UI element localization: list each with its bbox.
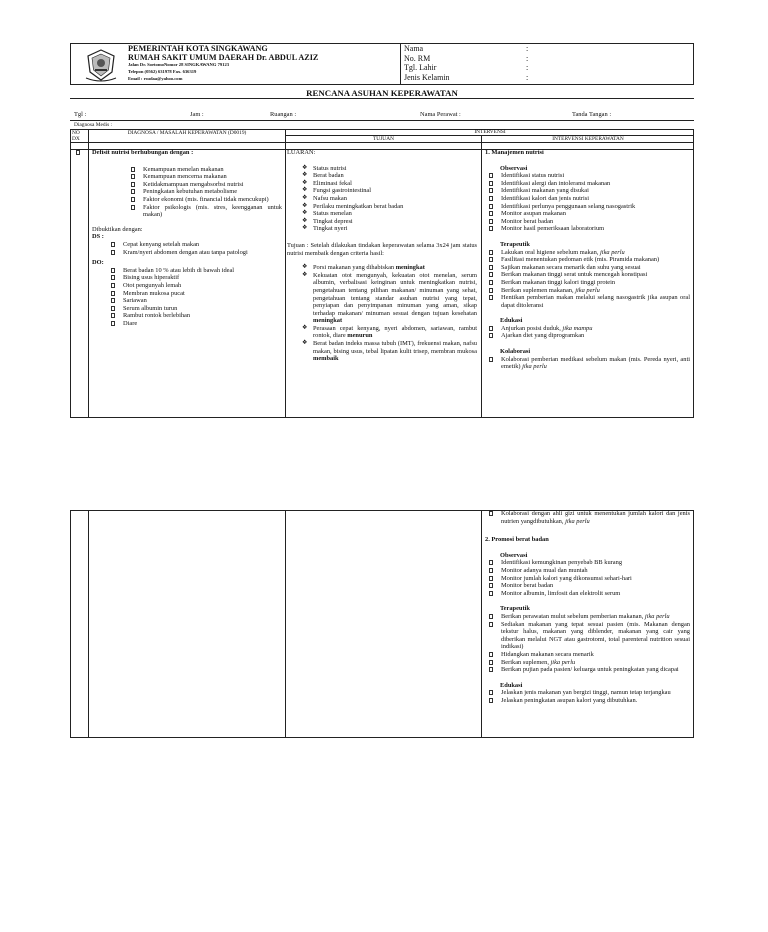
do-item[interactable]: Bising usus hiperaktif — [111, 274, 282, 282]
field-tgl-lahir[interactable]: Tgl. Lahir : — [404, 63, 529, 73]
luaran-label: LUARAN: — [287, 149, 316, 156]
do-item[interactable]: Otot pengunyah lemah — [111, 282, 282, 290]
hospital-name: RUMAH SAKIT UMUM DAERAH Dr. ABDUL AZIZ — [128, 53, 319, 62]
cause-item[interactable]: Faktor psikologis (mis. stres, keengganan untuk makan) — [131, 204, 282, 219]
diagnosa-medis[interactable]: Diagnosa Medis : — [74, 122, 113, 128]
cause-item[interactable]: Ketidakmampuan mengabsorbsi nutrisi — [131, 181, 282, 189]
cause-item[interactable]: Peningkatan kebutuhan metabolisme — [131, 188, 282, 196]
field-nama[interactable]: Nama : — [404, 44, 529, 53]
cause-item[interactable]: Faktor ekonomi (mis. financial tidak mencukupi) — [131, 196, 282, 204]
intervention-item[interactable]: Sediakan makanan yang tepat sesuai pasien (mis. Makanan dengan tekstur halus, makanan yang diblender, makanan yang cair yang diberikan melalui NGT atau gastrotomi, total parenteral nutrition sesuai indikasi) — [489, 621, 690, 651]
col-header-intervensi: INTERVENSI — [474, 129, 506, 135]
s2-edukasi-list — [485, 689, 690, 704]
criteria-item: ❖ Perasaan cepat kenyang, nyeri abdomen, sariawan, rambut rontok, diare menurun — [299, 325, 477, 340]
col-line-3 — [481, 135, 482, 418]
header-divider — [400, 43, 401, 85]
section-promosi-berat-badan: 2. Promosi berat badan — [485, 536, 549, 544]
col-header-intervensi-kep: INTERVENSI KEPERAWATAN — [552, 136, 624, 142]
intervention-item[interactable]: Monitor jumlah kalori yang dikonsumsi sehari-hari — [489, 575, 690, 583]
col-line-1-p2 — [88, 510, 89, 738]
intervention-item[interactable]: Jelaskan jenis makanan yan bergizi tinggi, namun tetap terjangkau — [489, 689, 690, 697]
meta-rule — [70, 120, 694, 121]
s1-observasi-label: Observasi — [500, 164, 528, 172]
page-title: RENCANA ASUHAN KEPERAWATAN — [306, 88, 458, 98]
intervention-item[interactable]: Sajikan makanan secara menarik dan suhu yang sesuai — [489, 264, 690, 272]
do-item[interactable]: Serum albumin turun — [111, 305, 282, 313]
cause-item[interactable]: Kemampuan mencerna makanan — [131, 173, 282, 181]
s2-edukasi-label: Edukasi — [500, 681, 523, 689]
intervention-item[interactable]: Hidangkan makanan secara menarik — [489, 651, 690, 659]
do-item[interactable]: Diare — [111, 320, 282, 328]
s1-kolaborasi-label: Kolaborasi — [500, 348, 531, 356]
s1-observasi-list — [485, 172, 690, 233]
evidence-label: Dibuktikan dengan: — [92, 225, 143, 233]
meta-jam[interactable]: Jam : — [190, 111, 204, 118]
intervention-item[interactable]: Identifikasi makanan yang disukai — [489, 187, 690, 195]
s1-terapeutik-label: Terapeutik — [500, 240, 530, 248]
diagnosa-title: Defisit nutrisi berhubungan dengan : — [92, 149, 194, 156]
luaran-item: ❖ Tingkat nyeri — [299, 225, 477, 233]
meta-perawat[interactable]: Nama Perawat : — [420, 111, 461, 118]
criteria-item: ❖ Berat badan indeks massa tubuh (IMT), frekuensi makan, nafsu makan, bising usus, tebal lipatan kulit trisep, membran mukosa membaik — [299, 340, 477, 363]
intervention-item[interactable]: Identifikasi kemungkinan penyebab BB kurang — [489, 559, 690, 567]
s1-kolaborasi-list — [485, 356, 690, 371]
criteria-item: ❖ Kekuatan otot mengunyah, kekuatan otot menelan, serum albumin, verbalisasi keinginan untuk meningkatkan nutrisi, pengetahuan tentang pilihan makanan/ minuman yang sehat, pengetahuan tentang standar asuhan nutrisi yang tepat, penyiapan dan penyimpanan minuman yang aman, sikap terhadap makanan/ minuman sesuai dengan tujuan kesehatan meningkat — [299, 272, 477, 325]
luaran-item: ❖ Fungsi gastrointestinal — [299, 187, 477, 195]
col-line-2 — [285, 129, 286, 418]
meta-ruangan[interactable]: Ruangan : — [270, 111, 297, 118]
meta-tgl[interactable]: Tgl : — [74, 111, 87, 118]
intervention-item[interactable]: Monitor adanya mual dan muntah — [489, 567, 690, 575]
intervention-item[interactable]: Berikan suplemen makanan, jika perlu — [489, 287, 690, 295]
intervention-item[interactable]: Berikan pujian pada pasien/ keluarga untuk peningkatan yang dicapai — [489, 666, 690, 674]
do-item[interactable]: Rambut rontok berlebihan — [111, 312, 282, 320]
intervention-item[interactable]: Identifikasi perlunya penggunaan selang nasogastrik — [489, 203, 690, 211]
ds-list — [90, 241, 282, 256]
luaran-item: ❖ Status nutrisi — [299, 165, 477, 173]
luaran-column — [287, 149, 477, 363]
cause-item[interactable]: Kemampuan menelan makanan — [131, 166, 282, 174]
ds-label: DS : — [92, 233, 104, 241]
diagnosa-causes — [90, 166, 282, 219]
field-no-rm[interactable]: No. RM : — [404, 53, 529, 63]
s1-edukasi-label: Edukasi — [500, 317, 523, 325]
intervention-item[interactable]: Identifikasi status nutrisi — [489, 172, 690, 180]
intervention-item[interactable]: Monitor hasil pemeriksaan laboratorium — [489, 225, 690, 233]
col-line-3-p2 — [481, 510, 482, 738]
luaran-item: ❖ Tingkat depresi — [299, 218, 477, 226]
section-manajemen-nutrisi: 1. Manajemen nutrisi — [485, 149, 544, 156]
field-jenis-kelamin[interactable]: Jenis Kelamin : — [404, 72, 529, 82]
patient-fields — [404, 44, 694, 82]
intervention-item[interactable]: Monitor berat badan — [489, 218, 690, 226]
luaran-item: ❖ Berat badan — [299, 172, 477, 180]
criteria-list — [287, 264, 477, 363]
intervensi-column — [485, 149, 690, 371]
tujuan-text: Tujuan : Setelah dilakukan tindakan keperawatan selama 3x24 jam status nutrisi membaik dengan criteria hasil: — [287, 241, 477, 257]
criteria-item: ❖ Porsi makanan yang dihabiskan meningkat — [299, 264, 477, 272]
col-line-2-p2 — [285, 510, 286, 738]
hospital-address: Jalan Dr. SoetomoNomor 28 SINGKAWANG 79123 — [128, 62, 230, 67]
meta-ttd[interactable]: Tanda Tangan : — [572, 111, 612, 118]
luaran-item: ❖ Nafsu makan — [299, 195, 477, 203]
s1-edukasi-list — [485, 325, 690, 340]
title-rule — [70, 98, 694, 99]
do-item[interactable]: Membran mukosa pucat — [111, 290, 282, 298]
intervention-item[interactable]: Monitor albumin, limfosit dan elektrolit serum — [489, 590, 690, 598]
intervention-item[interactable]: Berikan makanan tinggi serat untuk mencegah konstipasi — [489, 271, 690, 279]
s1-kolaborasi-list-continued — [485, 510, 690, 525]
col-line-1 — [88, 129, 89, 418]
intervention-item[interactable]: Berikan perawatan mulut sebelum pemberian makanan, jika perlu — [489, 613, 690, 621]
luaran-item: ❖ Eliminasi fekal — [299, 180, 477, 188]
do-item[interactable]: Sariawan — [111, 297, 282, 305]
intervention-item[interactable]: Berikan makanan tinggi kalori tinggi protein — [489, 279, 690, 287]
gov-name: PEMERINTAH KOTA SINGKAWANG — [128, 44, 268, 53]
intervention-item[interactable]: Berikan suplemen, jika perlu — [489, 659, 690, 667]
intervention-item[interactable]: Identifikasi kalori dan jenis nutrisi — [489, 195, 690, 203]
hospital-phone: Telepon (0562) 631978 Fax. 636319 — [128, 69, 197, 74]
s1-terapeutik-list — [485, 249, 690, 310]
do-item[interactable]: Berat badan 10 % atau lebih di bawah ideal — [111, 267, 282, 275]
intervention-item[interactable]: Hentikan pemberian makan melalui selang nasogastrik jika asupan oral dapat ditoleransi — [489, 294, 690, 309]
s2-observasi-label: Observasi — [500, 551, 528, 559]
row-checkbox[interactable] — [76, 150, 80, 155]
intervention-item[interactable]: Lakukan oral higiene sebelum makan, jika perlu — [489, 249, 690, 257]
intervention-item[interactable]: Anjurkan posisi duduk, jika mampu — [489, 325, 690, 333]
intervention-item[interactable]: Monitor asupan makanan — [489, 210, 690, 218]
ds-item[interactable]: Cepat kenyang setelah makan — [111, 241, 282, 249]
intervention-item[interactable]: Fasilitasi menentukan pedoman etik (mis. Piramida makanan) — [489, 256, 690, 264]
intervention-item[interactable]: Identifikasi alergi dan intoleransi makanan — [489, 180, 690, 188]
s2-terapeutik-list — [485, 613, 690, 674]
luaran-item: ❖ Perilaku meningkatkan berat badan — [299, 203, 477, 211]
intervensi-column-continued — [485, 510, 690, 704]
hospital-email: Email : rsudaa@yahoo.com — [128, 76, 183, 81]
col-header-diagnosa: DIAGNOSA / MASALAH KEPERAWATAN (D0019) — [127, 130, 247, 136]
intervention-item[interactable]: Monitor berat badan — [489, 582, 690, 590]
luaran-items — [287, 165, 477, 233]
do-list — [90, 267, 282, 328]
intervention-item[interactable]: Kolaborasi pemberian medikasi sebelum makan (mis. Pereda nyeri, anti emetik) jika perlu — [489, 356, 690, 371]
luaran-item: ❖ Status menelan — [299, 210, 477, 218]
diagnosa-column — [90, 149, 282, 327]
intervention-item[interactable]: Kolaborasi dengan ahli gizi untuk menentukan jumlah kalori dan jenis nutrien yangdibutuhkan, jika perlu — [489, 510, 690, 525]
s2-terapeutik-label: Terapeutik — [500, 605, 530, 613]
s2-observasi-list — [485, 559, 690, 597]
ds-item[interactable]: Kram/nyeri abdomen dengan atau tanpa patologi — [111, 249, 282, 257]
intervention-item[interactable]: Jelaskan peningkatan asupan kalori yang dibutuhkan. — [489, 697, 690, 705]
col-header-no: NO DX — [72, 130, 80, 143]
do-label: DO: — [92, 259, 104, 267]
hospital-logo-icon — [84, 48, 118, 82]
col-header-tujuan: TUJUAN — [373, 136, 394, 142]
intervention-item[interactable]: Ajarkan diet yang diprogramkan — [489, 332, 690, 340]
